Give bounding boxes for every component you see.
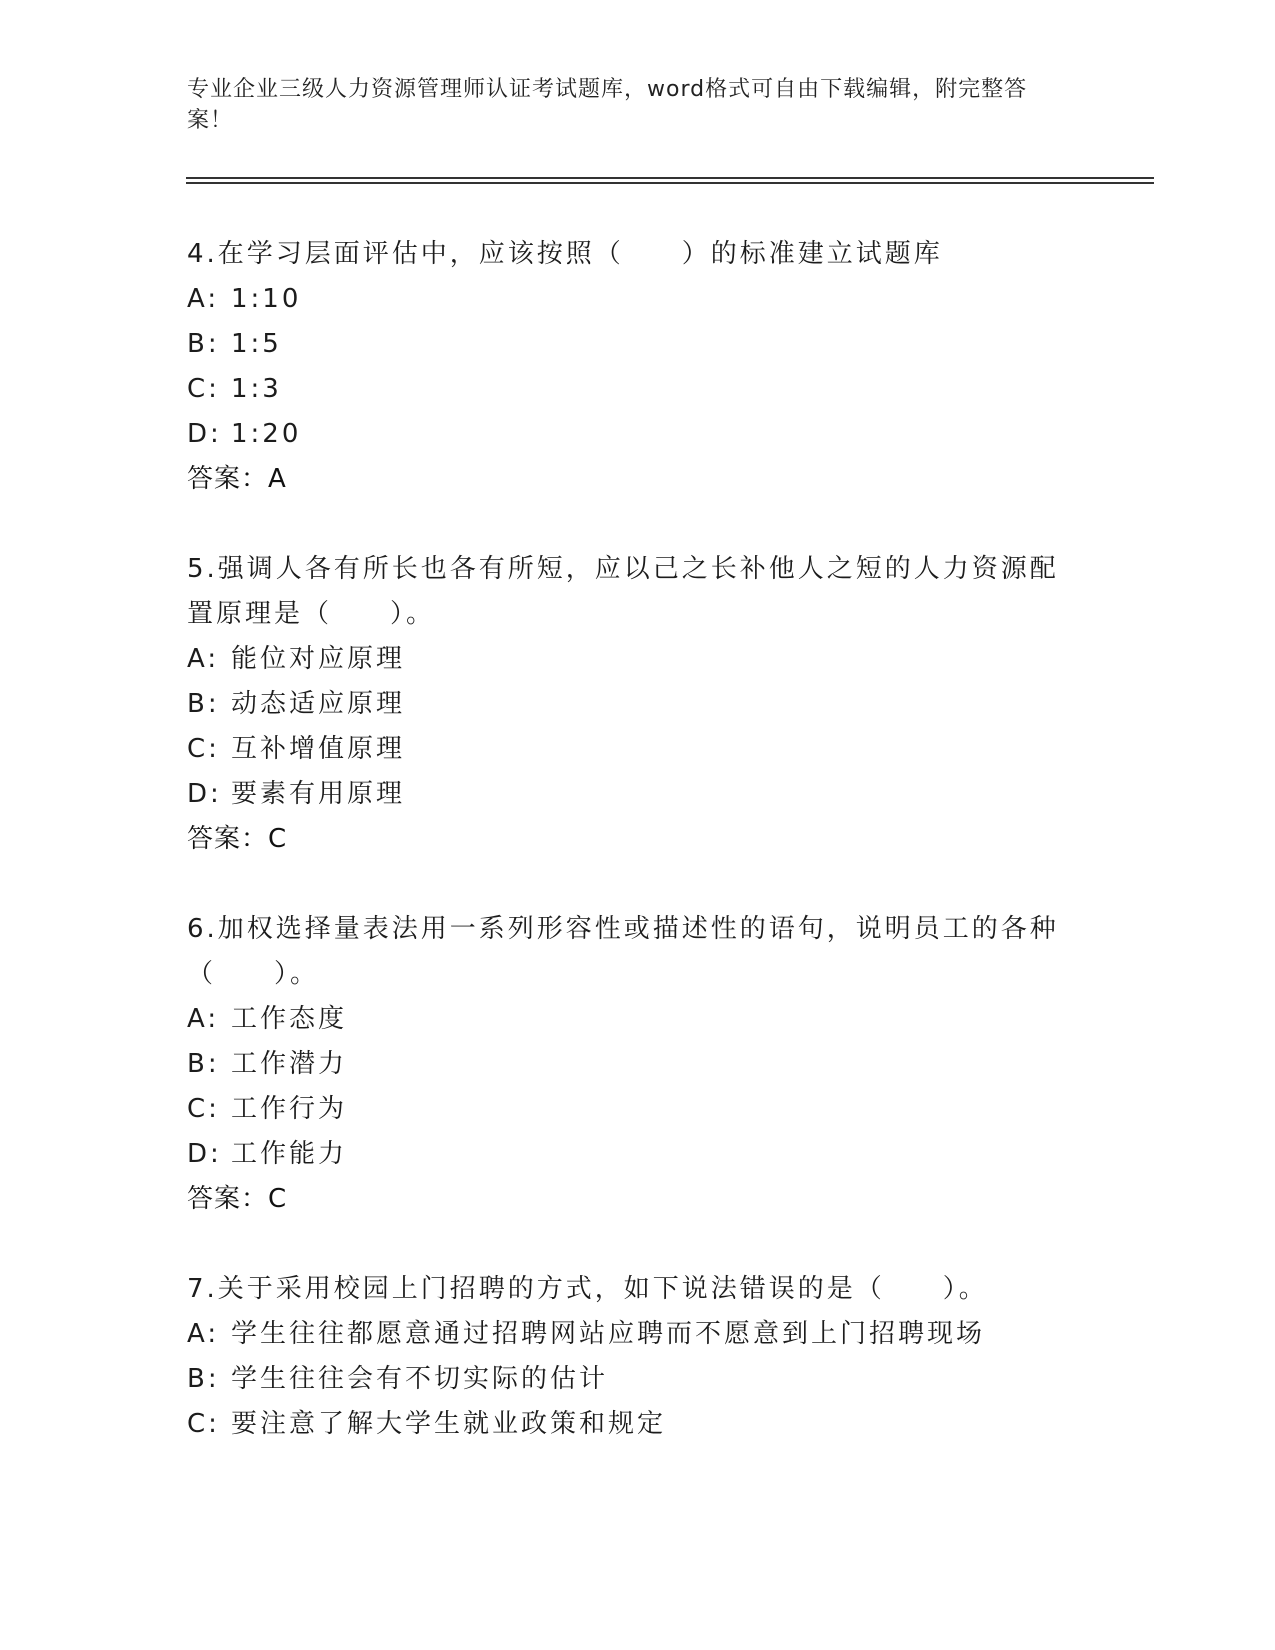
option-key: B: [187, 689, 220, 719]
option-key: C: [187, 1409, 220, 1439]
option-text: 动态适应原理 [231, 689, 406, 719]
option-text: 学生往往都愿意通过招聘网站应聘而不愿意到上门招聘现场 [231, 1319, 986, 1349]
option-text: 工作态度 [231, 1004, 348, 1034]
option-text: 工作能力 [231, 1139, 348, 1169]
option-text: 工作潜力 [231, 1049, 348, 1079]
option-key: A: [187, 1004, 220, 1034]
option-a [187, 1312, 1087, 1357]
option-key: B: [187, 1049, 220, 1079]
option-c [187, 1402, 1087, 1447]
option-key: C: [187, 374, 220, 404]
option-text: 工作行为 [231, 1094, 348, 1124]
option-key: D: [187, 1139, 222, 1169]
option-key: D: [187, 419, 222, 449]
option-key: C: [187, 1094, 220, 1124]
option-b [187, 1357, 1087, 1402]
option-c [187, 1087, 1087, 1132]
divider-line-bottom [186, 182, 1154, 184]
option-a [187, 997, 1087, 1042]
option-b [187, 322, 1087, 367]
option-d [187, 772, 1087, 817]
question-stem: 6.加权选择量表法用一系列形容性或描述性的语句，说明员工的各种（ ）。 [187, 914, 1059, 989]
option-text: 1:20 [231, 419, 302, 449]
option-a [187, 277, 1087, 322]
answer: 答案：A [187, 464, 287, 494]
question-stem: 7.关于采用校园上门招聘的方式，如下说法错误的是（ ）。 [187, 1274, 988, 1304]
option-text: 学生往往会有不切实际的估计 [231, 1364, 609, 1394]
option-a [187, 637, 1087, 682]
option-key: D: [187, 779, 222, 809]
header-divider [186, 177, 1154, 184]
question-stem: 5.强调人各有所长也各有所短，应以己之长补他人之短的人力资源配置原理是（ ）。 [187, 554, 1059, 629]
document-header: 专业企业三级人力资源管理师认证考试题库，word格式可自由下载编辑，附完整答案！ [187, 77, 1028, 133]
option-key: A: [187, 284, 220, 314]
option-b [187, 682, 1087, 727]
option-d [187, 1132, 1087, 1177]
question-stem: 4.在学习层面评估中，应该按照（ ）的标准建立试题库 [187, 239, 943, 269]
question-6 [187, 907, 1087, 1221]
option-key: A: [187, 644, 220, 674]
option-d [187, 412, 1087, 457]
option-text: 要素有用原理 [231, 779, 406, 809]
option-c [187, 727, 1087, 772]
option-text: 要注意了解大学生就业政策和规定 [231, 1409, 667, 1439]
option-key: A: [187, 1319, 220, 1349]
divider-line-top [186, 177, 1154, 179]
question-4 [187, 232, 1087, 501]
option-b [187, 1042, 1087, 1087]
option-key: B: [187, 1364, 220, 1394]
option-text: 1:10 [231, 284, 302, 314]
answer: 答案：C [187, 1184, 288, 1214]
question-5 [187, 547, 1087, 861]
option-text: 1:3 [231, 374, 282, 404]
option-key: C: [187, 734, 220, 764]
question-7 [187, 1267, 1087, 1447]
question-list [187, 232, 1087, 1493]
option-text: 互补增值原理 [231, 734, 406, 764]
option-key: B: [187, 329, 220, 359]
option-text: 1:5 [231, 329, 282, 359]
answer: 答案：C [187, 824, 288, 854]
option-text: 能位对应原理 [231, 644, 406, 674]
option-c [187, 367, 1087, 412]
